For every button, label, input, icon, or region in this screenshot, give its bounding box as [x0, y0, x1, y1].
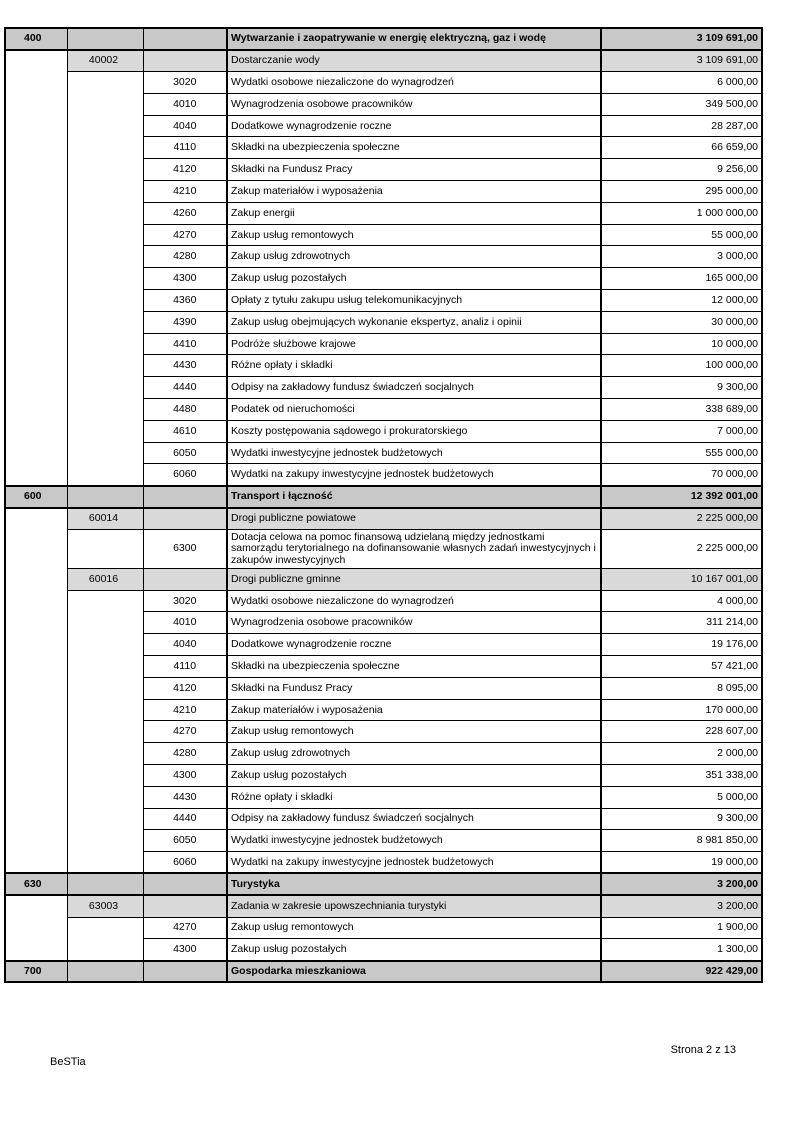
- item-name-cell: Opłaty z tytułu zakupu usług telekomunikacyjnych: [227, 290, 601, 312]
- paragraph-row: [5, 721, 762, 743]
- division-code-cell: [5, 181, 67, 203]
- amount-cell: 6 000,00: [601, 72, 762, 94]
- paragraph-code-cell: [143, 28, 227, 50]
- chapter-row: [5, 568, 762, 590]
- paragraph-row: [5, 290, 762, 312]
- chapter-code-cell: [67, 939, 143, 961]
- paragraph-row: [5, 137, 762, 159]
- amount-cell: 349 500,00: [601, 93, 762, 115]
- paragraph-row: [5, 202, 762, 224]
- paragraph-row: [5, 224, 762, 246]
- paragraph-row: [5, 590, 762, 612]
- item-name-cell: Podróże służbowe krajowe: [227, 333, 601, 355]
- paragraph-code-cell: 4110: [143, 137, 227, 159]
- amount-cell: 3 000,00: [601, 246, 762, 268]
- division-code-cell: 700: [5, 961, 67, 983]
- chapter-code-cell: [67, 311, 143, 333]
- item-name-cell: Składki na Fundusz Pracy: [227, 677, 601, 699]
- item-name-cell: Dostarczanie wody: [227, 50, 601, 72]
- paragraph-code-cell: [143, 508, 227, 530]
- amount-cell: 3 109 691,00: [601, 50, 762, 72]
- item-name-cell: Zakup usług zdrowotnych: [227, 743, 601, 765]
- paragraph-code-cell: [143, 961, 227, 983]
- chapter-code-cell: [67, 961, 143, 983]
- item-name-cell: Różne opłaty i składki: [227, 786, 601, 808]
- paragraph-code-cell: 4440: [143, 808, 227, 830]
- division-code-cell: [5, 442, 67, 464]
- chapter-row: [5, 50, 762, 72]
- division-code-cell: 400: [5, 28, 67, 50]
- paragraph-code-cell: 4300: [143, 939, 227, 961]
- item-name-cell: Podatek od nieruchomości: [227, 399, 601, 421]
- amount-cell: 8 095,00: [601, 677, 762, 699]
- paragraph-code-cell: 4010: [143, 93, 227, 115]
- paragraph-row: [5, 333, 762, 355]
- paragraph-code-cell: 3020: [143, 72, 227, 94]
- chapter-code-cell: [67, 72, 143, 94]
- division-code-cell: [5, 852, 67, 874]
- division-code-cell: [5, 568, 67, 590]
- paragraph-code-cell: [143, 568, 227, 590]
- item-name-cell: Drogi publiczne powiatowe: [227, 508, 601, 530]
- amount-cell: 311 214,00: [601, 612, 762, 634]
- chapter-code-cell: 40002: [67, 50, 143, 72]
- chapter-code-cell: [67, 699, 143, 721]
- item-name-cell: Zakup usług remontowych: [227, 224, 601, 246]
- chapter-code-cell: [67, 355, 143, 377]
- division-row: [5, 486, 762, 508]
- division-code-cell: [5, 808, 67, 830]
- amount-cell: 338 689,00: [601, 399, 762, 421]
- amount-cell: 2 225 000,00: [601, 529, 762, 568]
- amount-cell: 2 225 000,00: [601, 508, 762, 530]
- division-row: [5, 28, 762, 50]
- paragraph-code-cell: 4410: [143, 333, 227, 355]
- item-name-cell: Drogi publiczne gminne: [227, 568, 601, 590]
- chapter-code-cell: [67, 377, 143, 399]
- item-name-cell: Zadania w zakresie upowszechniania turystyki: [227, 895, 601, 917]
- paragraph-code-cell: 4430: [143, 355, 227, 377]
- amount-cell: 1 300,00: [601, 939, 762, 961]
- paragraph-row: [5, 612, 762, 634]
- paragraph-row: [5, 377, 762, 399]
- chapter-code-cell: 63003: [67, 895, 143, 917]
- amount-cell: 19 000,00: [601, 852, 762, 874]
- amount-cell: 1 000 000,00: [601, 202, 762, 224]
- amount-cell: 19 176,00: [601, 634, 762, 656]
- division-code-cell: [5, 830, 67, 852]
- division-code-cell: [5, 137, 67, 159]
- paragraph-code-cell: [143, 50, 227, 72]
- amount-cell: 3 200,00: [601, 873, 762, 895]
- amount-cell: 3 200,00: [601, 895, 762, 917]
- paragraph-code-cell: 4280: [143, 743, 227, 765]
- amount-cell: 922 429,00: [601, 961, 762, 983]
- chapter-code-cell: [67, 852, 143, 874]
- paragraph-code-cell: 4610: [143, 420, 227, 442]
- amount-cell: 100 000,00: [601, 355, 762, 377]
- amount-cell: 228 607,00: [601, 721, 762, 743]
- chapter-code-cell: [67, 765, 143, 787]
- division-code-cell: [5, 399, 67, 421]
- division-code-cell: [5, 765, 67, 787]
- division-code-cell: [5, 377, 67, 399]
- item-name-cell: Gospodarka mieszkaniowa: [227, 961, 601, 983]
- paragraph-row: [5, 159, 762, 181]
- paragraph-row: [5, 115, 762, 137]
- amount-cell: 30 000,00: [601, 311, 762, 333]
- paragraph-code-cell: 4210: [143, 181, 227, 203]
- item-name-cell: Zakup materiałów i wyposażenia: [227, 181, 601, 203]
- app-name: BeSTia: [50, 1056, 86, 1068]
- division-code-cell: [5, 420, 67, 442]
- chapter-code-cell: [67, 656, 143, 678]
- chapter-code-cell: [67, 634, 143, 656]
- division-code-cell: [5, 590, 67, 612]
- division-row: [5, 873, 762, 895]
- paragraph-row: [5, 93, 762, 115]
- amount-cell: 55 000,00: [601, 224, 762, 246]
- item-name-cell: Wynagrodzenia osobowe pracowników: [227, 612, 601, 634]
- paragraph-row: [5, 699, 762, 721]
- paragraph-row: [5, 181, 762, 203]
- paragraph-code-cell: 4210: [143, 699, 227, 721]
- chapter-code-cell: [67, 420, 143, 442]
- chapter-code-cell: [67, 808, 143, 830]
- division-code-cell: [5, 612, 67, 634]
- item-name-cell: Wytwarzanie i zaopatrywanie w energię elektryczną, gaz i wodę: [227, 28, 601, 50]
- amount-cell: 4 000,00: [601, 590, 762, 612]
- item-name-cell: Zakup usług pozostałych: [227, 268, 601, 290]
- paragraph-code-cell: 4270: [143, 721, 227, 743]
- paragraph-code-cell: [143, 486, 227, 508]
- item-name-cell: Zakup usług zdrowotnych: [227, 246, 601, 268]
- division-code-cell: 600: [5, 486, 67, 508]
- chapter-code-cell: [67, 268, 143, 290]
- paragraph-row: [5, 442, 762, 464]
- chapter-code-cell: [67, 464, 143, 486]
- paragraph-code-cell: 4110: [143, 656, 227, 678]
- division-code-cell: [5, 202, 67, 224]
- paragraph-code-cell: 4040: [143, 115, 227, 137]
- division-code-cell: [5, 224, 67, 246]
- chapter-code-cell: 60014: [67, 508, 143, 530]
- item-name-cell: Transport i łączność: [227, 486, 601, 508]
- chapter-code-cell: [67, 830, 143, 852]
- paragraph-code-cell: 4260: [143, 202, 227, 224]
- division-code-cell: [5, 355, 67, 377]
- paragraph-code-cell: 3020: [143, 590, 227, 612]
- chapter-code-cell: [67, 181, 143, 203]
- chapter-code-cell: [67, 115, 143, 137]
- division-row: [5, 961, 762, 983]
- paragraph-code-cell: 4010: [143, 612, 227, 634]
- chapter-code-cell: [67, 917, 143, 939]
- division-code-cell: [5, 93, 67, 115]
- item-name-cell: Odpisy na zakładowy fundusz świadczeń socjalnych: [227, 808, 601, 830]
- item-name-cell: Wydatki osobowe niezaliczone do wynagrodzeń: [227, 72, 601, 94]
- paragraph-row: [5, 786, 762, 808]
- amount-cell: 10 167 001,00: [601, 568, 762, 590]
- paragraph-code-cell: 4440: [143, 377, 227, 399]
- amount-cell: 9 256,00: [601, 159, 762, 181]
- chapter-code-cell: [67, 529, 143, 568]
- paragraph-code-cell: 4280: [143, 246, 227, 268]
- paragraph-row: [5, 634, 762, 656]
- chapter-code-cell: [67, 333, 143, 355]
- division-code-cell: [5, 699, 67, 721]
- amount-cell: 1 900,00: [601, 917, 762, 939]
- paragraph-row: [5, 246, 762, 268]
- item-name-cell: Składki na ubezpieczenia społeczne: [227, 656, 601, 678]
- paragraph-row: [5, 677, 762, 699]
- paragraph-row: [5, 529, 762, 568]
- paragraph-code-cell: 4480: [143, 399, 227, 421]
- chapter-code-cell: [67, 159, 143, 181]
- amount-cell: 5 000,00: [601, 786, 762, 808]
- item-name-cell: Wydatki inwestycyjne jednostek budżetowych: [227, 830, 601, 852]
- division-code-cell: [5, 743, 67, 765]
- item-name-cell: Wydatki inwestycyjne jednostek budżetowych: [227, 442, 601, 464]
- item-name-cell: Zakup usług obejmujących wykonanie ekspertyz, analiz i opinii: [227, 311, 601, 333]
- chapter-code-cell: [67, 137, 143, 159]
- paragraph-code-cell: 4040: [143, 634, 227, 656]
- paragraph-code-cell: 4300: [143, 765, 227, 787]
- amount-cell: 8 981 850,00: [601, 830, 762, 852]
- item-name-cell: Koszty postępowania sądowego i prokuratorskiego: [227, 420, 601, 442]
- amount-cell: 66 659,00: [601, 137, 762, 159]
- amount-cell: 28 287,00: [601, 115, 762, 137]
- amount-cell: 7 000,00: [601, 420, 762, 442]
- division-code-cell: [5, 634, 67, 656]
- division-code-cell: [5, 508, 67, 530]
- item-name-cell: Wydatki osobowe niezaliczone do wynagrodzeń: [227, 590, 601, 612]
- amount-cell: 2 000,00: [601, 743, 762, 765]
- division-code-cell: 630: [5, 873, 67, 895]
- amount-cell: 351 338,00: [601, 765, 762, 787]
- chapter-code-cell: [67, 246, 143, 268]
- item-name-cell: Składki na Fundusz Pracy: [227, 159, 601, 181]
- division-code-cell: [5, 677, 67, 699]
- chapter-code-cell: [67, 93, 143, 115]
- chapter-code-cell: [67, 786, 143, 808]
- division-code-cell: [5, 268, 67, 290]
- amount-cell: 170 000,00: [601, 699, 762, 721]
- paragraph-code-cell: 6050: [143, 442, 227, 464]
- division-code-cell: [5, 917, 67, 939]
- page-number: Strona 2 z 13: [670, 1044, 736, 1056]
- chapter-code-cell: [67, 612, 143, 634]
- paragraph-code-cell: [143, 895, 227, 917]
- amount-cell: 555 000,00: [601, 442, 762, 464]
- chapter-code-cell: [67, 486, 143, 508]
- paragraph-code-cell: 6060: [143, 852, 227, 874]
- item-name-cell: Wydatki na zakupy inwestycyjne jednostek budżetowych: [227, 852, 601, 874]
- paragraph-row: [5, 355, 762, 377]
- division-code-cell: [5, 290, 67, 312]
- amount-cell: 12 000,00: [601, 290, 762, 312]
- paragraph-row: [5, 765, 762, 787]
- chapter-code-cell: [67, 590, 143, 612]
- paragraph-code-cell: 6060: [143, 464, 227, 486]
- division-code-cell: [5, 939, 67, 961]
- chapter-code-cell: [67, 743, 143, 765]
- item-name-cell: Składki na ubezpieczenia społeczne: [227, 137, 601, 159]
- division-code-cell: [5, 464, 67, 486]
- division-code-cell: [5, 529, 67, 568]
- paragraph-row: [5, 420, 762, 442]
- paragraph-code-cell: 4270: [143, 224, 227, 246]
- paragraph-row: [5, 852, 762, 874]
- item-name-cell: Dotacja celowa na pomoc finansową udzielaną między jednostkami samorządu terytorialnego na dofinansowanie własnych zadań inwestycyjnych i zakupów inwestycyjnych: [227, 529, 601, 568]
- division-code-cell: [5, 311, 67, 333]
- amount-cell: 3 109 691,00: [601, 28, 762, 50]
- chapter-row: [5, 508, 762, 530]
- paragraph-row: [5, 72, 762, 94]
- division-code-cell: [5, 50, 67, 72]
- chapter-code-cell: [67, 28, 143, 50]
- chapter-code-cell: [67, 873, 143, 895]
- item-name-cell: Turystyka: [227, 873, 601, 895]
- item-name-cell: Odpisy na zakładowy fundusz świadczeń socjalnych: [227, 377, 601, 399]
- division-code-cell: [5, 786, 67, 808]
- chapter-code-cell: [67, 224, 143, 246]
- item-name-cell: Zakup usług pozostałych: [227, 939, 601, 961]
- item-name-cell: Wynagrodzenia osobowe pracowników: [227, 93, 601, 115]
- paragraph-row: [5, 656, 762, 678]
- paragraph-code-cell: [143, 873, 227, 895]
- chapter-code-cell: [67, 290, 143, 312]
- item-name-cell: Zakup materiałów i wyposażenia: [227, 699, 601, 721]
- paragraph-code-cell: 4390: [143, 311, 227, 333]
- paragraph-code-cell: 4300: [143, 268, 227, 290]
- item-name-cell: Zakup usług remontowych: [227, 721, 601, 743]
- paragraph-code-cell: 4430: [143, 786, 227, 808]
- amount-cell: 295 000,00: [601, 181, 762, 203]
- paragraph-code-cell: 4120: [143, 677, 227, 699]
- division-code-cell: [5, 246, 67, 268]
- amount-cell: 9 300,00: [601, 377, 762, 399]
- division-code-cell: [5, 656, 67, 678]
- division-code-cell: [5, 895, 67, 917]
- item-name-cell: Wydatki na zakupy inwestycyjne jednostek budżetowych: [227, 464, 601, 486]
- paragraph-row: [5, 939, 762, 961]
- budget-table: [4, 27, 763, 983]
- chapter-row: [5, 895, 762, 917]
- paragraph-code-cell: 6050: [143, 830, 227, 852]
- paragraph-row: [5, 268, 762, 290]
- amount-cell: 12 392 001,00: [601, 486, 762, 508]
- amount-cell: 70 000,00: [601, 464, 762, 486]
- amount-cell: 165 000,00: [601, 268, 762, 290]
- division-code-cell: [5, 115, 67, 137]
- item-name-cell: Dodatkowe wynagrodzenie roczne: [227, 115, 601, 137]
- item-name-cell: Różne opłaty i składki: [227, 355, 601, 377]
- chapter-code-cell: [67, 721, 143, 743]
- paragraph-row: [5, 399, 762, 421]
- chapter-code-cell: [67, 399, 143, 421]
- paragraph-code-cell: 4270: [143, 917, 227, 939]
- item-name-cell: Zakup usług remontowych: [227, 917, 601, 939]
- paragraph-row: [5, 808, 762, 830]
- chapter-code-cell: 60016: [67, 568, 143, 590]
- paragraph-code-cell: 4360: [143, 290, 227, 312]
- item-name-cell: Dodatkowe wynagrodzenie roczne: [227, 634, 601, 656]
- amount-cell: 9 300,00: [601, 808, 762, 830]
- paragraph-row: [5, 830, 762, 852]
- division-code-cell: [5, 721, 67, 743]
- paragraph-code-cell: 6300: [143, 529, 227, 568]
- item-name-cell: Zakup usług pozostałych: [227, 765, 601, 787]
- paragraph-row: [5, 917, 762, 939]
- division-code-cell: [5, 159, 67, 181]
- division-code-cell: [5, 72, 67, 94]
- paragraph-code-cell: 4120: [143, 159, 227, 181]
- item-name-cell: Zakup energii: [227, 202, 601, 224]
- paragraph-row: [5, 743, 762, 765]
- chapter-code-cell: [67, 442, 143, 464]
- chapter-code-cell: [67, 202, 143, 224]
- chapter-code-cell: [67, 677, 143, 699]
- amount-cell: 57 421,00: [601, 656, 762, 678]
- paragraph-row: [5, 464, 762, 486]
- division-code-cell: [5, 333, 67, 355]
- paragraph-row: [5, 311, 762, 333]
- amount-cell: 10 000,00: [601, 333, 762, 355]
